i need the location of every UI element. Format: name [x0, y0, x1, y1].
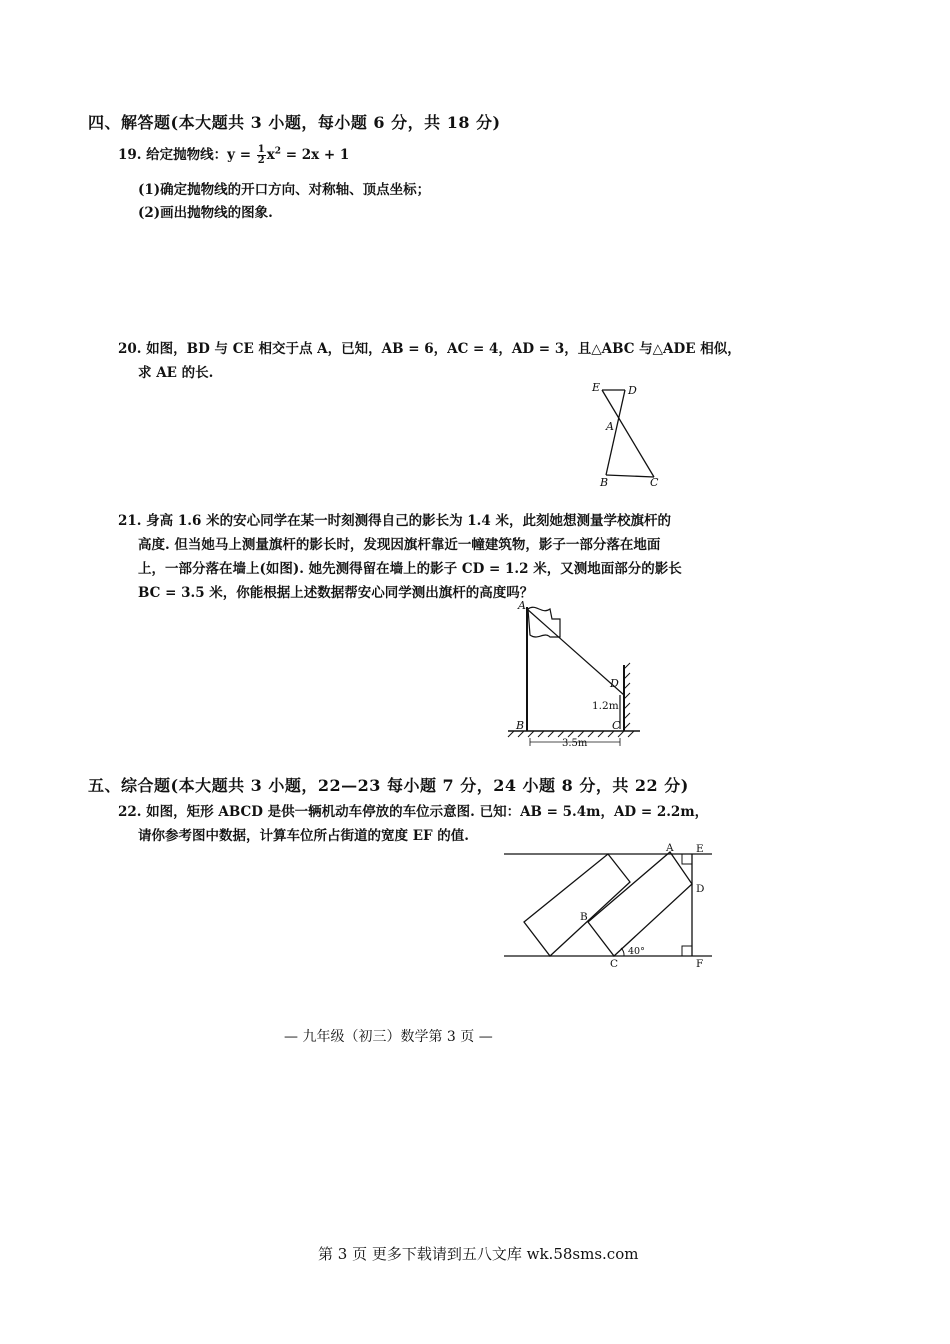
q22-rectangle-ABCD — [588, 852, 692, 956]
q21-label-D: D — [610, 677, 619, 690]
section-4-heading: 四、解答题(本大题共 3 小题，每小题 6 分，共 18 分) — [88, 113, 501, 132]
q19-part1: (1)确定抛物线的开口方向、对称轴、顶点坐标； — [138, 182, 431, 198]
q21-flag — [528, 607, 560, 637]
q20-line-BC — [606, 475, 654, 477]
q19-frac-den: 2 — [257, 155, 265, 166]
q20-line-EC — [602, 390, 654, 477]
q19-exp: 2 — [274, 146, 282, 157]
question-20-line1: 20. 如图，BD 与 CE 相交于点 A，已知，AB = 6，AC = 4，AD = 3，且△ABC 与△ADE 相似， — [118, 341, 741, 357]
q19-prefix: 19. 给定抛物线：y = — [118, 147, 256, 163]
question-21-line2: 高度. 但当她马上测量旗杆的影长时，发现因旗杆靠近一幢建筑物，影子一部分落在地面 — [138, 537, 661, 553]
q22-label-angle: 40° — [628, 946, 645, 957]
q22-right-angle-F — [682, 946, 692, 956]
question-21-line4: BC = 3.5 米，你能根据上述数据帮安心同学测出旗杆的高度吗？ — [138, 585, 534, 601]
q19-var: x — [266, 147, 275, 163]
q20-label-A: A — [606, 420, 614, 433]
q20-label-D: D — [628, 384, 637, 397]
q20-figure — [580, 380, 670, 490]
q22-label-E: E — [696, 843, 704, 855]
question-20-line2: 求 AE 的长. — [138, 365, 214, 381]
q19-frac-num: 1 — [257, 144, 265, 155]
q21-label-wall-length: 1.2m — [592, 700, 619, 712]
q22-label-D: D — [696, 883, 705, 895]
q22-label-B: B — [580, 911, 588, 923]
question-21-line1: 21. 身高 1.6 米的安心同学在某一时刻测得自己的影长为 1.4 米，此刻她想测量学校旗杆的 — [118, 513, 671, 529]
q20-label-E: E — [592, 381, 601, 394]
q21-figure — [500, 595, 650, 755]
q21-label-A: A — [518, 599, 526, 612]
q22-figure — [500, 840, 720, 970]
page-number-label: — 九年级（初三）数学第 3 页 — — [284, 1029, 493, 1045]
question-21-line3: 上，一部分落在墙上(如图). 她先测得留在墙上的影子 CD = 1.2 米，又测地面部分的影长 — [138, 561, 682, 577]
q22-label-A: A — [666, 842, 674, 854]
q20-label-C: C — [650, 476, 659, 489]
q22-right-angle-E — [682, 854, 692, 864]
q19-fraction — [257, 145, 266, 166]
section-5-heading: 五、综合题(本大题共 3 小题，22—23 每小题 7 分，24 小题 8 分，共 22 分) — [88, 776, 689, 795]
q21-label-C: C — [612, 719, 621, 732]
question-22-line1: 22. 如图，矩形 ABCD 是供一辆机动车停放的车位示意图. 已知：AB = 5.4m，AD = 2.2m， — [118, 804, 709, 820]
q20-label-B: B — [600, 476, 609, 489]
q22-angle-arc — [621, 948, 624, 956]
q19-rest: = 2x + 1 — [281, 147, 350, 163]
q21-label-B: B — [516, 719, 525, 732]
q21-label-ground-length: 3.5m — [562, 738, 588, 749]
q22-adjacent-rectangle — [524, 854, 630, 956]
question-22-line2: 请你参考图中数据，计算车位所占街道的宽度 EF 的值. — [138, 828, 469, 844]
q22-label-F: F — [696, 958, 704, 970]
q22-label-C: C — [610, 958, 619, 970]
q19-part2: (2)画出抛物线的图象. — [138, 205, 273, 221]
question-19 — [118, 143, 349, 166]
download-site-note: 第 3 页 更多下载请到五八文库 wk.58sms.com — [318, 1245, 639, 1263]
